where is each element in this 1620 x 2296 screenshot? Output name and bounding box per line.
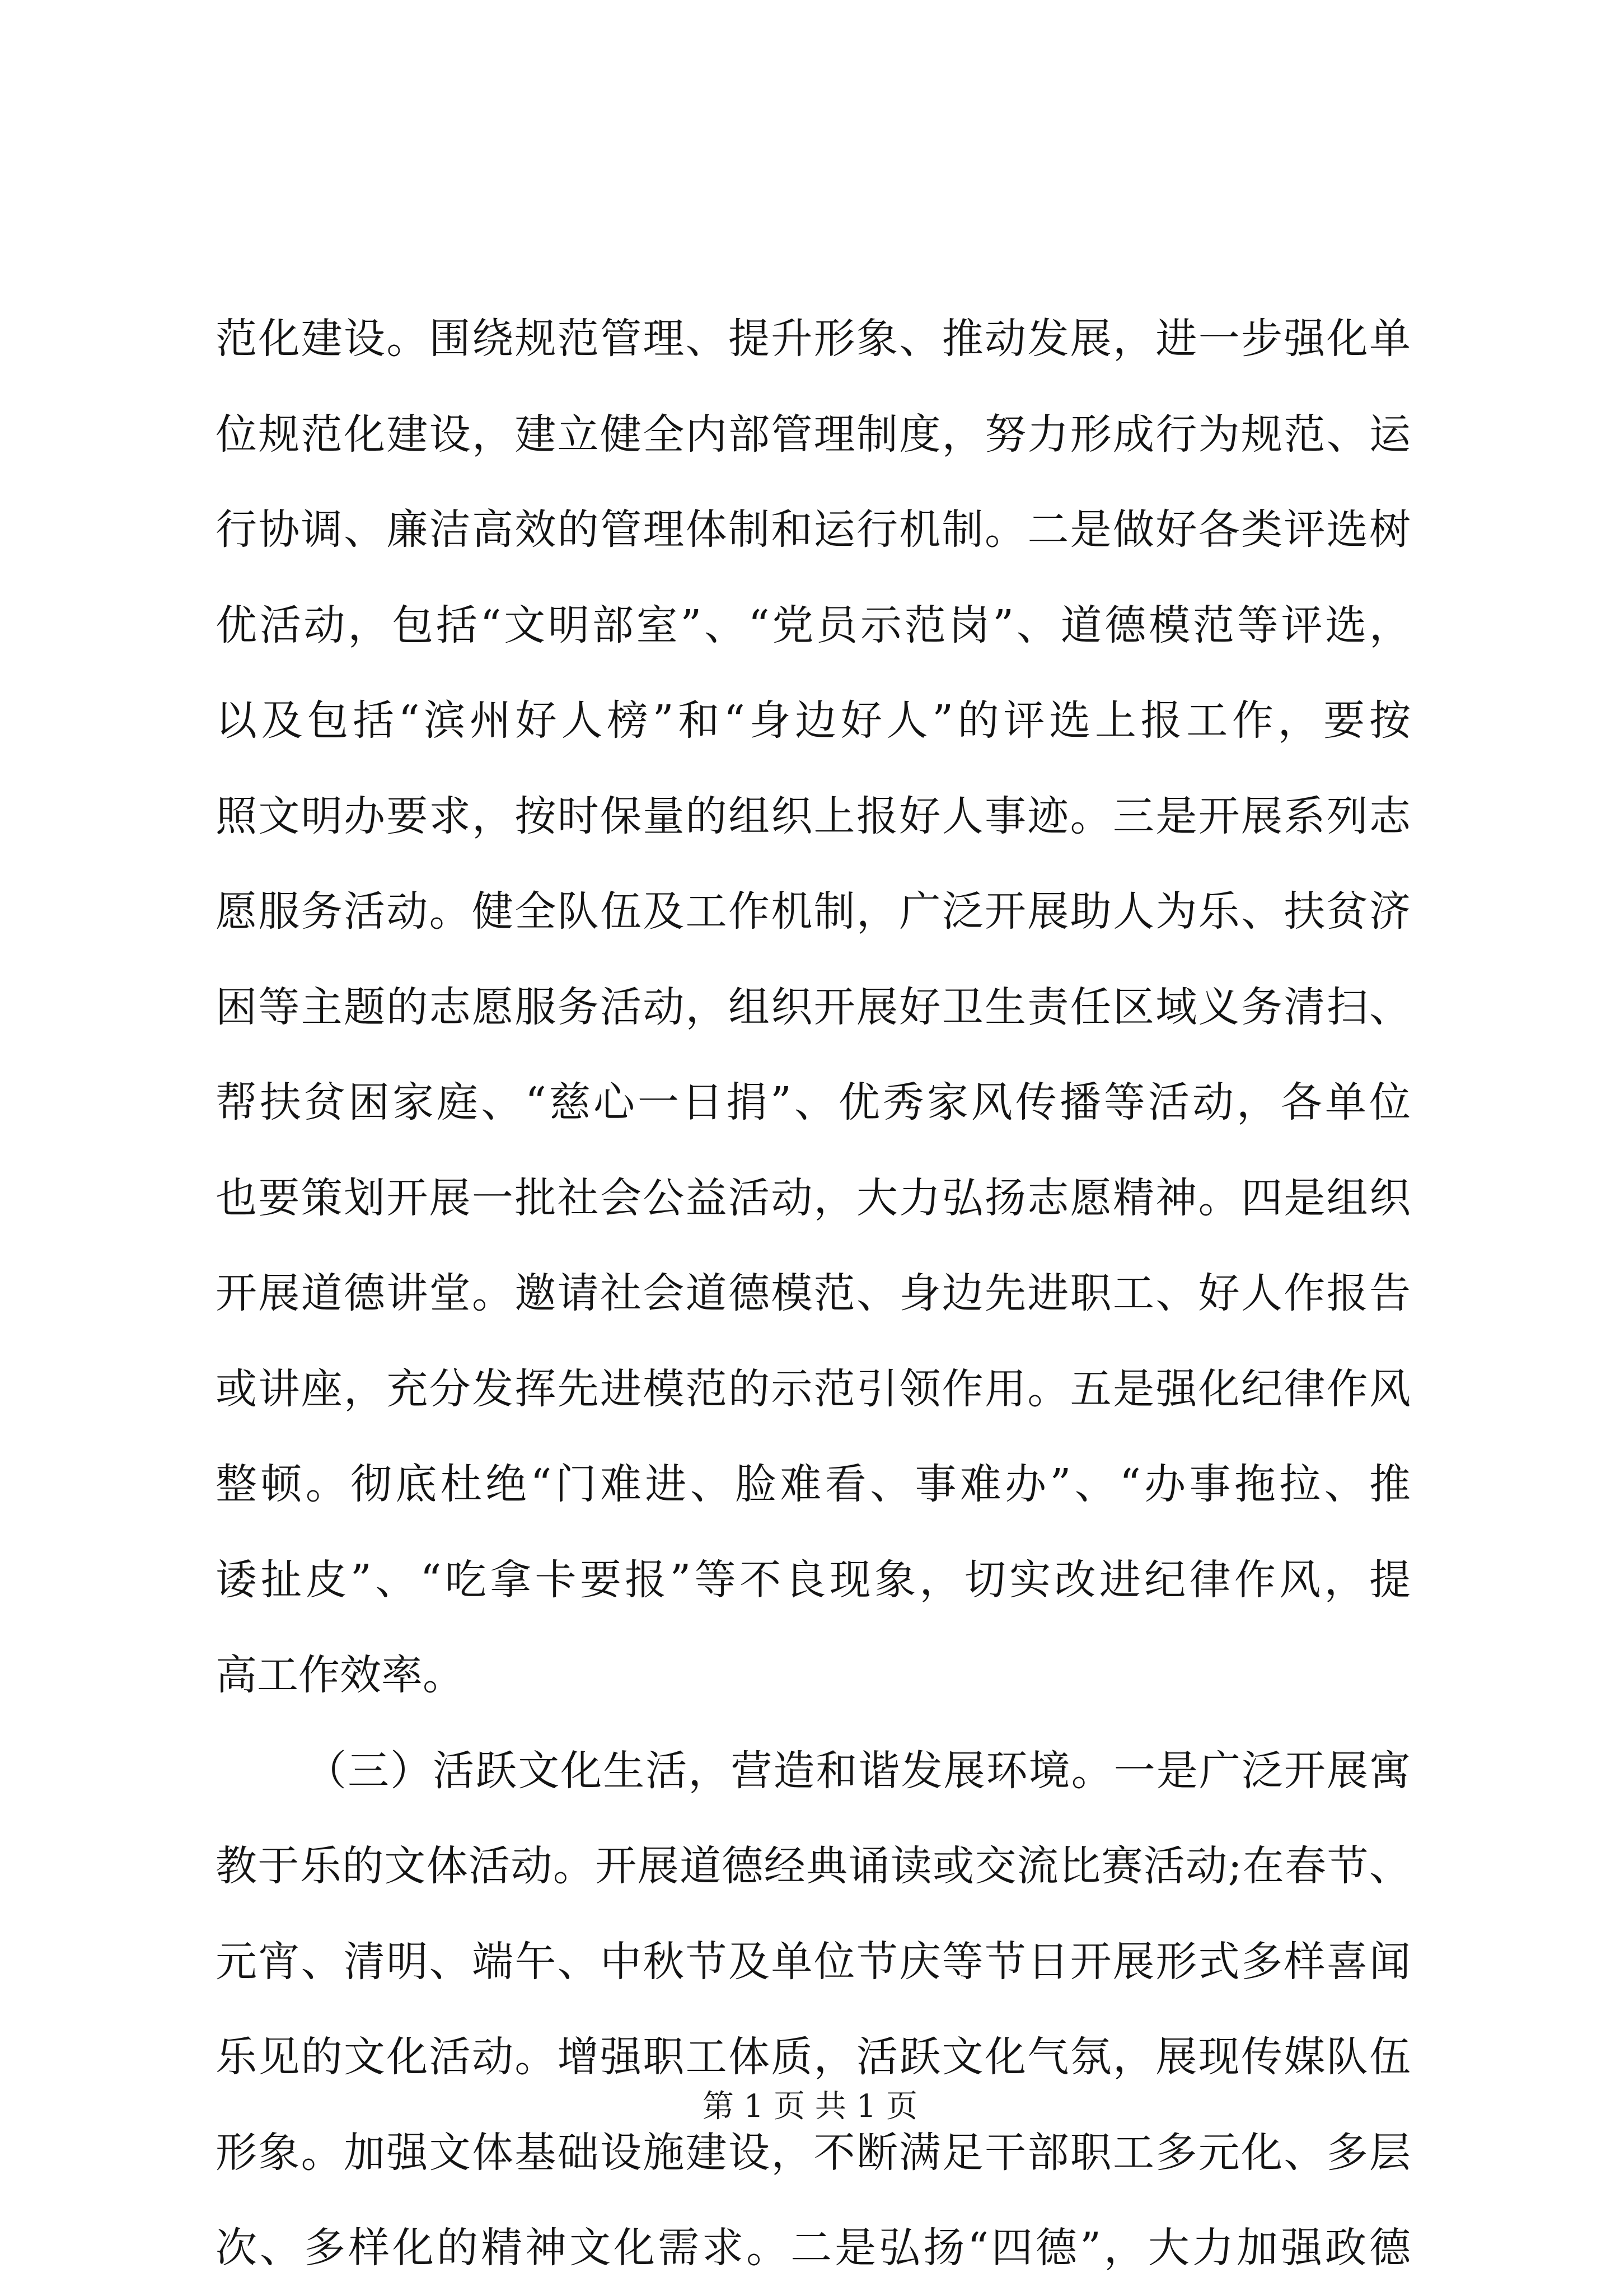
text-line: 元宵、清明、端午、中秋节及单位节庆等节日开展形式多样喜闻 (216, 1937, 1411, 1986)
text-line: 开展道德讲堂。邀请社会道德模范、身边先进职工、好人作报告 (216, 1269, 1411, 1317)
text-line: 以及包括“滨州好人榜”和“身边好人”的评选上报工作，要按 (216, 696, 1411, 745)
text-line: 优活动，包括“文明部室”、“党员示范岗”、道德模范等评选， (216, 601, 1411, 649)
text-line: 教于乐的文体活动。开展道德经典诵读或交流比赛活动;在春节、 (216, 1842, 1411, 1890)
body-text (216, 291, 1411, 2296)
text-line: 次、多样化的精神文化需求。二是弘扬“四德”，大力加强政德 (216, 2224, 1411, 2272)
text-line-indented: （三）活跃文化生活，营造和谐发展环境。一是广泛开展寓 (305, 1746, 1411, 1795)
text-line: 困等主题的志愿服务活动，组织开展好卫生责任区域义务清扫、 (216, 983, 1411, 1031)
page-number-label: 第 1 页 共 1 页 (702, 2088, 918, 2125)
text-line: 也要策划开展一批社会公益活动，大力弘扬志愿精神。四是组织 (216, 1173, 1411, 1222)
text-line: 帮扶贫困家庭、“慈心一日捐”、优秀家风传播等活动，各单位 (216, 1078, 1411, 1126)
text-line: 愿服务活动。健全队伍及工作机制，广泛开展助人为乐、扶贫济 (216, 887, 1411, 936)
text-line: 形象。加强文体基础设施建设，不断满足干部职工多元化、多层 (216, 2128, 1411, 2177)
text-line: 照文明办要求，按时保量的组织上报好人事迹。三是开展系列志 (216, 792, 1411, 840)
text-line: 诿扯皮”、“吃拿卡要报”等不良现象，切实改进纪律作风，提 (216, 1555, 1411, 1604)
text-line: 高工作效率。 (216, 1651, 464, 1699)
text-line: 行协调、廉洁高效的管理体制和运行机制。二是做好各类评选树 (216, 506, 1411, 554)
text-line: 范化建设。围绕规范管理、提升形象、推动发展，进一步强化单 (216, 315, 1411, 363)
text-line: 或讲座，充分发挥先进模范的示范引领作用。五是强化纪律作风 (216, 1364, 1411, 1413)
text-line: 整顿。彻底杜绝“门难进、脸难看、事难办”、“办事拖拉、推 (216, 1460, 1411, 1508)
page-footer (0, 2087, 1620, 2126)
text-line: 位规范化建设，建立健全内部管理制度，努力形成行为规范、运 (216, 410, 1411, 459)
text-line: 乐见的文化活动。增强职工体质，活跃文化气氛，展现传媒队伍 (216, 2033, 1411, 2081)
